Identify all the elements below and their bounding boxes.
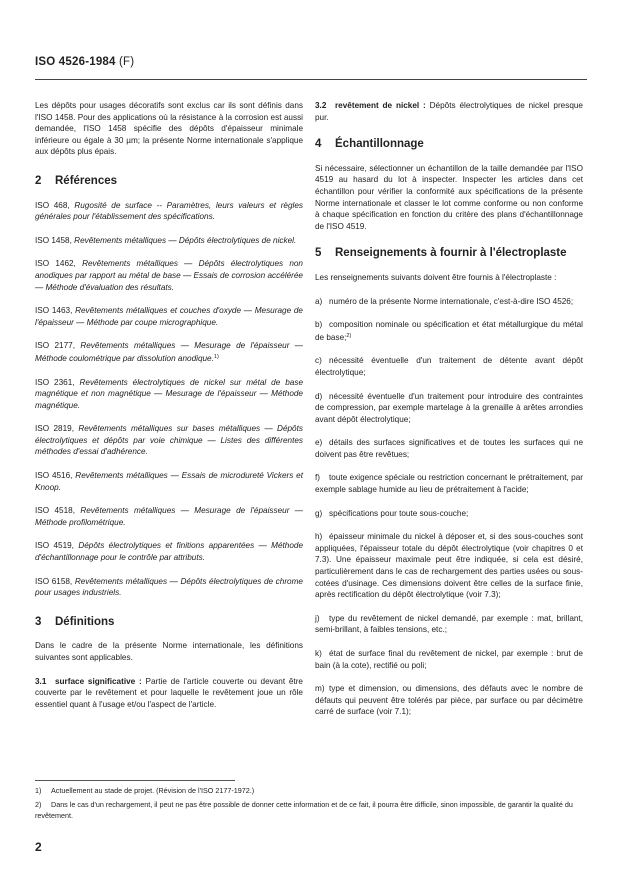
list-item: f) toute exigence spéciale ou restriction concernant le prétraitement, par exemple sablage humide au lieu de prétraitement à l'acide; — [315, 473, 583, 495]
sampling-paragraph: Si nécessaire, sélectionner un échantillon de la taille demandée par l'ISO 4519 au hasard du lot à inspecter. Inspecter les articles dans cet échantillon pour vérifier la conformité aux spécifications de la présente Norme internationale et classer le lot comme conforme ou non conforme à chaque spécification en fonction du critère des plans d'échantillonnage de l'ISO 4519. — [315, 163, 583, 231]
reference-item: ISO 1458, Revêtements métalliques — Dépôts électrolytiques de nickel. — [35, 235, 297, 245]
section-definitions-heading: 3 Définitions — [35, 615, 115, 628]
page-header — [35, 56, 134, 68]
list-item: e) détails des surfaces significatives et de toutes les surfaces qui ne doivent pas être revêtues; — [315, 438, 583, 459]
list-item: g) spécifications pour toute sous-couche; — [315, 508, 469, 518]
list-item: d) nécessité éventuelle d'un traitement pour introduire des contraintes de compression, par exemple martelage à la grenaille à arêtes arrondies avant dépôt électrolytique; — [315, 391, 583, 424]
page-number: 2 — [35, 840, 42, 854]
reference-item: ISO 2177, Revêtements métalliques — Mesurage de l'épaisseur — Méthode coulométrique par dissolution anodique.$^{1)}$ — [35, 341, 303, 363]
definition-3-1: 3.1 surface significative : Partie de l'article couverte ou devant être couverte par le revêtement et pour laquelle le revêtement joue un rôle essentiel quant à l'usage et/ou l'aspect de l'article. — [35, 676, 303, 709]
footnote-marker: 1) — [213, 353, 219, 360]
reference-item: ISO 1462, Revêtements métalliques — Dépôts électrolytiques non anodiques par rapport au métal de base — Essais de corrosion accélérée — Méthode d'évaluation des résultats. — [35, 259, 303, 292]
footnote-marker: 2) — [346, 332, 352, 339]
list-item: b) composition nominale ou spécification et état métallurgique du métal de base;$^{2)}$ — [315, 320, 583, 342]
reference-item: ISO 4516, Revêtements métalliques — Essais de microdureté Vickers et Knoop. — [35, 471, 303, 492]
definition-3-2: 3.2 revêtement de nickel : Dépôts électrolytiques de nickel presque pur. — [315, 101, 583, 122]
language-suffix: (F) — [119, 56, 135, 68]
reference-item: ISO 4518, Revêtements métalliques — Mesurage de l'épaisseur — Méthode profilométrique. — [35, 506, 303, 527]
list-item: c) nécessité éventuelle d'un traitement de détente avant dépôt électrolytique; — [315, 356, 583, 377]
list-item: k) état de surface final du revêtement de nickel, par exemple : brut de bain (à la cote), rectifié ou poli; — [315, 649, 583, 670]
info-list — [315, 296, 583, 718]
definitions-intro: Dans le cadre de la présente Norme internationale, les définitions suivantes sont applicables. — [35, 641, 303, 662]
list-item: a) numéro de la présente Norme internationale, c'est-à-dire ISO 4526; — [315, 296, 574, 306]
section-references-heading: 2 Références — [35, 174, 118, 187]
reference-item: ISO 6158, Revêtements métalliques — Dépôts électrolytiques de chrome pour usages industriels. — [35, 576, 303, 598]
reference-item: ISO 2361, Revêtements électrolytiques de nickel sur métal de base magnétique et non magnétique — Mesurage de l'épaisseur — Méthode magnétique. — [35, 377, 303, 410]
list-item: m) type et dimension, ou dimensions, des défauts avec le nombre de défauts qui peuvent être tolérés par pièce, par surface ou par décimètre carré de surface (voir 7.1); — [315, 684, 583, 717]
list-item: h) épaisseur minimale du nickel à déposer et, si des sous-couches sont appliquées, l'épaisseur totale du dépôt électrolytique (voir chapitres 0 et 7.3). Une épaisseur maximale peut être indiquée, si cela est désiré, particulièrement dans le cas de rechargement des parties usées ou sous-cotées d'usinage. Ces dimensions doivent être celles de la surface finie, après rectification du dépôt électrolytique (voir 7.3); — [315, 532, 583, 600]
info-intro: Les renseignements suivants doivent être fournis à l'électroplaste : — [315, 272, 557, 282]
reference-item: ISO 4519, Dépôts électrolytiques et finitions apparentées — Méthode d'échantillonnage pour le contrôle par attributs. — [35, 541, 303, 563]
section-info-heading: 5 Renseignements à fournir à l'électroplaste — [315, 247, 567, 260]
footnote-1: 1) Actuellement au stade de projet. (Révision de l'ISO 2177-1972.) — [35, 786, 255, 795]
reference-item: ISO 2819, Revêtements métalliques sur bases métalliques — Dépôts électrolytiques et dépôts par voie chimique — Listes des différentes méthodes d'essai d'adhérence. — [35, 424, 303, 457]
standard-code: ISO 4526-1984 — [35, 56, 116, 68]
footnote-rule — [35, 780, 235, 781]
reference-item: ISO 1463, Revêtements métalliques et couches d'oxyde — Mesurage de l'épaisseur — Méthode par coupe micrographique. — [35, 306, 303, 327]
left-column — [35, 100, 303, 722]
footnote-2: 2) Dans le cas d'un rechargement, il peut ne pas être possible de donner cette information et de ce fait, il pourra être difficile, sinon impossible, de garantir la qualité du revêtement. — [35, 800, 573, 820]
list-item: j) type du revêtement de nickel demandé, par exemple : mat, brillant, semi-brillant, à faibles tensions, etc.; — [315, 613, 583, 635]
references-list — [35, 200, 303, 599]
intro-paragraph: Les dépôts pour usages décoratifs sont exclus car ils sont définis dans l'ISO 1458. Pour des applications où la résistance à la corrosion est aussi demandée, l'ISO 1458 spécifie des dépôts d'épaisseur minimale inférieure ou égale à 30 µm; la présente Norme internationale s'applique aux dépôts plus épais. — [35, 101, 303, 157]
reference-item: ISO 468, Rugosité de surface -- Paramètres, leurs valeurs et règles générales pour l'établissement des spécifications. — [35, 200, 303, 222]
section-sampling-heading: 4 Échantillonnage — [315, 138, 424, 151]
right-column — [315, 100, 583, 730]
header-rule — [35, 79, 587, 80]
